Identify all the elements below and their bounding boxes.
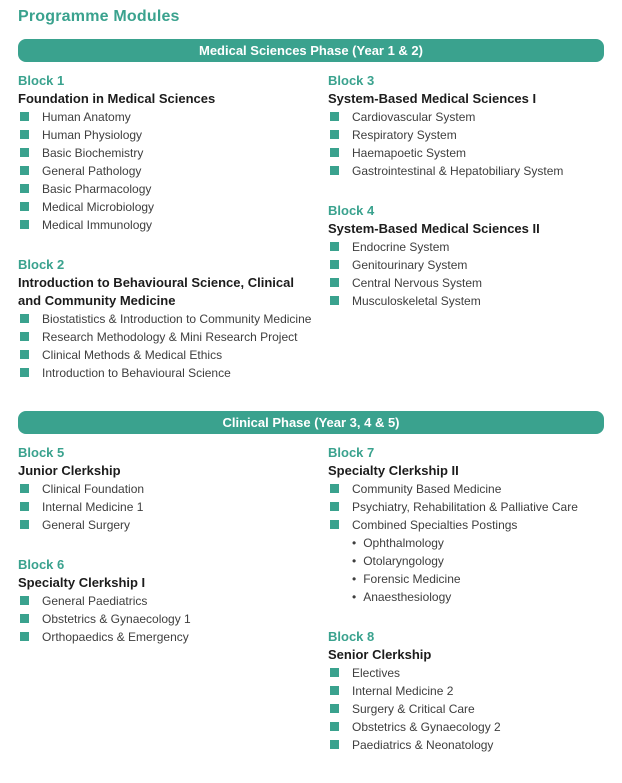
- square-bullet-icon: [330, 260, 339, 269]
- module-item: [18, 180, 328, 198]
- module-item: [18, 480, 328, 498]
- module-block: [18, 556, 328, 646]
- module-sub-item-label: Forensic Medicine: [363, 572, 461, 586]
- module-item-label: Internal Medicine 2: [352, 684, 454, 698]
- module-item: [18, 592, 328, 610]
- block-title: System-Based Medical Sciences II: [328, 221, 540, 236]
- square-bullet-icon: [330, 112, 339, 121]
- module-item: [18, 198, 328, 216]
- module-item: [328, 126, 604, 144]
- dot-bullet-icon: •: [352, 554, 357, 568]
- module-item-label: Medical Immunology: [42, 218, 153, 232]
- phase-section: [18, 411, 604, 776]
- square-bullet-icon: [20, 220, 29, 229]
- module-item-label: Paediatrics & Neonatology: [352, 738, 494, 752]
- square-bullet-icon: [330, 502, 339, 511]
- square-bullet-icon: [330, 686, 339, 695]
- module-item: [18, 498, 328, 516]
- module-item: [18, 328, 328, 346]
- square-bullet-icon: [20, 184, 29, 193]
- module-list: [18, 480, 328, 534]
- square-bullet-icon: [20, 148, 29, 157]
- square-bullet-icon: [20, 614, 29, 623]
- module-item-label: Genitourinary System: [352, 258, 468, 272]
- module-item-label: Biostatistics & Introduction to Community Medicine: [42, 312, 312, 326]
- module-item-label: Human Anatomy: [42, 110, 131, 124]
- module-item: [18, 628, 328, 646]
- module-item: [18, 516, 328, 534]
- module-item-label: Basic Pharmacology: [42, 182, 152, 196]
- square-bullet-icon: [20, 202, 29, 211]
- square-bullet-icon: [330, 704, 339, 713]
- column-left: [18, 72, 328, 404]
- block-title: Specialty Clerkship I: [18, 575, 146, 590]
- module-item-label: Orthopaedics & Emergency: [42, 630, 189, 644]
- square-bullet-icon: [20, 596, 29, 605]
- dot-bullet-icon: •: [352, 590, 357, 604]
- phase-banner: Clinical Phase (Year 3, 4 & 5): [18, 411, 604, 434]
- module-item: [328, 144, 604, 162]
- module-item: [18, 144, 328, 162]
- module-item: [328, 700, 604, 718]
- phase-section: [18, 39, 604, 404]
- module-item-label: Internal Medicine 1: [42, 500, 144, 514]
- square-bullet-icon: [330, 296, 339, 305]
- module-sub-item: [328, 570, 604, 588]
- block-title: Specialty Clerkship II: [328, 463, 459, 478]
- module-item: [328, 238, 604, 256]
- module-item-label: Obstetrics & Gynaecology 2: [352, 720, 501, 734]
- module-item: [18, 108, 328, 126]
- module-item-label: Community Based Medicine: [352, 482, 502, 496]
- block-title: System-Based Medical Sciences I: [328, 91, 537, 106]
- module-item-label: Medical Microbiology: [42, 200, 155, 214]
- module-item-label: Endocrine System: [352, 240, 450, 254]
- module-item: [18, 216, 328, 234]
- module-item: [328, 736, 604, 754]
- module-item-label: Surgery & Critical Care: [352, 702, 475, 716]
- module-item-label: General Surgery: [42, 518, 131, 532]
- module-sub-item-label: Otolaryngology: [363, 554, 444, 568]
- square-bullet-icon: [20, 112, 29, 121]
- module-sub-item-label: Ophthalmology: [363, 536, 444, 550]
- square-bullet-icon: [20, 314, 29, 323]
- phases-container: [18, 39, 604, 776]
- square-bullet-icon: [20, 130, 29, 139]
- module-block: [328, 202, 604, 310]
- module-item: [328, 162, 604, 180]
- module-item-label: Introduction to Behavioural Science: [42, 366, 231, 380]
- phase-columns: [18, 72, 604, 404]
- module-item: [18, 364, 328, 382]
- module-item-label: Electives: [352, 666, 401, 680]
- module-item-label: Basic Biochemistry: [42, 146, 144, 160]
- module-sub-item: [328, 588, 604, 606]
- square-bullet-icon: [20, 632, 29, 641]
- module-item-label: Gastrointestinal & Hepatobiliary System: [352, 164, 564, 178]
- column-left: [18, 444, 328, 776]
- square-bullet-icon: [330, 484, 339, 493]
- module-block: [18, 256, 328, 382]
- module-item: [328, 274, 604, 292]
- module-item: [18, 610, 328, 628]
- module-item: [328, 718, 604, 736]
- module-item: [328, 108, 604, 126]
- module-item: [328, 480, 604, 498]
- module-item-label: Respiratory System: [352, 128, 457, 142]
- module-list: [328, 238, 604, 310]
- module-list: [328, 664, 604, 754]
- square-bullet-icon: [330, 278, 339, 287]
- block-label: Block 2: [18, 257, 65, 272]
- square-bullet-icon: [330, 242, 339, 251]
- module-sub-item-label: Anaesthesiology: [363, 590, 452, 604]
- square-bullet-icon: [330, 520, 339, 529]
- module-item-label: Research Methodology & Mini Research Project: [42, 330, 298, 344]
- column-right: [328, 444, 604, 776]
- module-item-label: Musculoskeletal System: [352, 294, 481, 308]
- dot-bullet-icon: •: [352, 536, 357, 550]
- module-block: [328, 72, 604, 180]
- square-bullet-icon: [330, 668, 339, 677]
- module-item: [328, 516, 604, 534]
- module-item: [328, 498, 604, 516]
- module-item: [328, 292, 604, 310]
- square-bullet-icon: [20, 166, 29, 175]
- square-bullet-icon: [20, 484, 29, 493]
- module-item-label: Cardiovascular System: [352, 110, 476, 124]
- square-bullet-icon: [330, 166, 339, 175]
- module-item-label: Combined Specialties Postings: [352, 518, 518, 532]
- module-list: [18, 310, 328, 382]
- block-label: Block 4: [328, 203, 375, 218]
- module-item: [18, 162, 328, 180]
- module-list: [18, 108, 328, 234]
- module-item: [328, 664, 604, 682]
- phase-columns: [18, 444, 604, 776]
- block-label: Block 1: [18, 73, 65, 88]
- phase-banner: Medical Sciences Phase (Year 1 & 2): [18, 39, 604, 62]
- module-block: [328, 628, 604, 754]
- block-label: Block 8: [328, 629, 375, 644]
- module-item-label: Central Nervous System: [352, 276, 483, 290]
- square-bullet-icon: [20, 350, 29, 359]
- module-item-label: Clinical Foundation: [42, 482, 145, 496]
- module-list: [18, 592, 328, 646]
- square-bullet-icon: [330, 148, 339, 157]
- block-title: Introduction to Behavioural Science, Clinical and Community Medicine: [18, 275, 294, 308]
- module-sub-item: [328, 552, 604, 570]
- module-item: [18, 126, 328, 144]
- square-bullet-icon: [20, 368, 29, 377]
- module-item: [18, 310, 328, 328]
- module-list: [328, 480, 604, 606]
- block-label: Block 6: [18, 557, 65, 572]
- block-label: Block 7: [328, 445, 375, 460]
- square-bullet-icon: [330, 130, 339, 139]
- module-item-label: Obstetrics & Gynaecology 1: [42, 612, 191, 626]
- page-title: Programme Modules: [18, 8, 180, 25]
- block-label: Block 5: [18, 445, 65, 460]
- square-bullet-icon: [20, 520, 29, 529]
- module-item-label: General Paediatrics: [42, 594, 148, 608]
- module-item: [328, 682, 604, 700]
- column-right: [328, 72, 604, 404]
- block-label: Block 3: [328, 73, 375, 88]
- dot-bullet-icon: •: [352, 572, 357, 586]
- square-bullet-icon: [20, 332, 29, 341]
- module-block: [328, 444, 604, 606]
- module-item: [18, 346, 328, 364]
- block-title: Senior Clerkship: [328, 647, 432, 662]
- module-item-label: Psychiatry, Rehabilitation & Palliative Care: [352, 500, 578, 514]
- module-block: [18, 72, 328, 234]
- module-sub-item: [328, 534, 604, 552]
- module-item-label: Clinical Methods & Medical Ethics: [42, 348, 223, 362]
- block-title: Junior Clerkship: [18, 463, 121, 478]
- module-list: [328, 108, 604, 180]
- module-item-label: General Pathology: [42, 164, 142, 178]
- square-bullet-icon: [330, 722, 339, 731]
- module-item-label: Haemapoetic System: [352, 146, 467, 160]
- square-bullet-icon: [20, 502, 29, 511]
- module-item: [328, 256, 604, 274]
- block-title: Foundation in Medical Sciences: [18, 91, 216, 106]
- module-item-label: Human Physiology: [42, 128, 143, 142]
- module-block: [18, 444, 328, 534]
- square-bullet-icon: [330, 740, 339, 749]
